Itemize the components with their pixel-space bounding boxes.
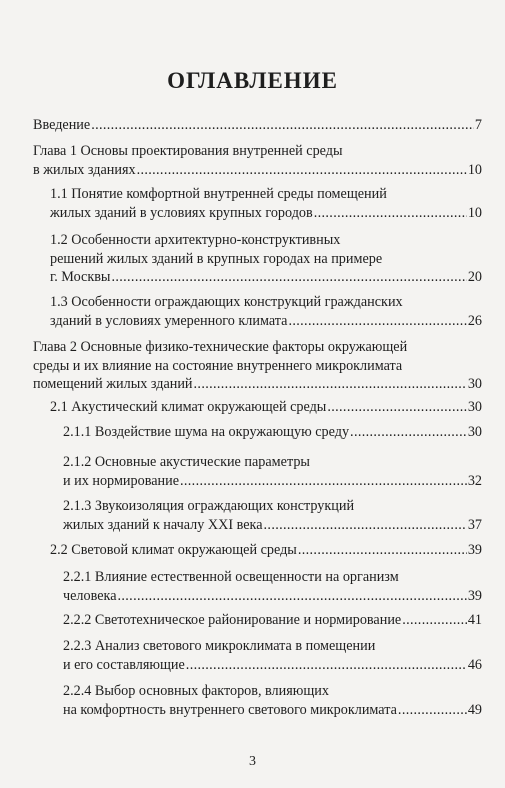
toc-entry-page: 30 xyxy=(467,399,482,415)
toc-entry-text: в жилых зданиях xyxy=(33,161,136,178)
toc-entry xyxy=(50,185,482,222)
toc-entry xyxy=(50,293,482,330)
toc-entry xyxy=(63,682,482,719)
toc-entry-text: 2.2.3 Анализ светового микроклимата в помещении xyxy=(63,638,376,654)
toc-entry-page: 39 xyxy=(467,587,482,604)
toc-entry-text: 1.2 Особенности архитектурно-конструктивных xyxy=(50,232,341,248)
toc-entry-page: 49 xyxy=(467,701,482,718)
toc-entry-text: на комфортность внутреннего светового микроклимата xyxy=(63,701,397,718)
toc-title: ОГЛАВЛЕНИЕ xyxy=(167,68,338,93)
toc-entry-text: 2.2.1 Влияние естественной освещенности на организм xyxy=(63,569,399,585)
toc-entry-text: г. Москвы xyxy=(50,269,111,285)
dot-leader xyxy=(264,516,467,535)
dot-leader xyxy=(194,375,467,394)
toc-entry-text: 2.1.3 Звукоизоляция ограждающих конструкций xyxy=(63,498,355,514)
dot-leader xyxy=(180,472,467,491)
dot-leader xyxy=(314,204,467,223)
toc-entry-text: Глава 1 Основы проектирования внутренней среды xyxy=(33,143,343,159)
toc-entry-text: Введение xyxy=(33,117,91,133)
toc-entry-text: Глава 2 Основные физико-технические факторы окружающей xyxy=(33,339,408,355)
toc-entry-text: и его составляющие xyxy=(63,656,185,673)
page-number: 3 xyxy=(249,754,256,769)
dot-leader xyxy=(186,656,467,675)
toc-entry xyxy=(50,541,482,560)
toc-entry-page: 30 xyxy=(467,424,482,440)
toc-entry xyxy=(33,338,482,394)
toc-entry-text: 1.3 Особенности ограждающих конструкций гражданских xyxy=(50,294,403,310)
toc-entry-text: 2.1.1 Воздействие шума на окружающую среду xyxy=(63,424,350,440)
dot-leader xyxy=(398,701,467,720)
toc-entry-page: 32 xyxy=(467,472,482,489)
toc-entry xyxy=(33,142,482,179)
toc-entry-text: 2.2 Световой климат окружающей среды xyxy=(50,542,297,558)
toc-entry xyxy=(63,637,482,674)
toc-entry-text: помещений жилых зданий xyxy=(33,376,193,392)
dot-leader xyxy=(288,312,466,331)
dot-leader xyxy=(137,161,467,180)
toc-entry-text: 2.1 Акустический климат окружающей среды xyxy=(50,399,327,415)
dot-leader xyxy=(298,541,467,560)
toc-entry-text: человека xyxy=(63,587,117,604)
dot-leader xyxy=(327,398,466,417)
toc-entry-page: 26 xyxy=(467,312,482,329)
dot-leader xyxy=(118,587,467,606)
toc-entry xyxy=(63,611,482,630)
toc-entry xyxy=(33,116,482,135)
toc-entry-page: 7 xyxy=(474,117,482,133)
toc-entry xyxy=(63,453,482,490)
dot-leader xyxy=(350,423,467,442)
dot-leader xyxy=(91,116,474,135)
dot-leader xyxy=(402,611,467,630)
toc-entry-page: 41 xyxy=(467,612,482,628)
toc-entry-text: решений жилых зданий в крупных городах на примере xyxy=(50,250,383,267)
toc-entry xyxy=(63,497,482,534)
toc-entry-text: 1.1 Понятие комфортной внутренней среды помещений xyxy=(50,186,387,202)
toc-entry-page: 46 xyxy=(467,656,482,673)
dot-leader xyxy=(111,268,466,287)
toc-entry-page: 39 xyxy=(467,542,482,558)
toc-entry xyxy=(63,423,482,442)
toc-entry-page: 37 xyxy=(467,516,482,533)
toc-entry-text: 2.2.4 Выбор основных факторов, влияющих xyxy=(63,683,329,699)
toc-entry xyxy=(50,398,482,417)
toc-entry-page: 10 xyxy=(467,161,482,178)
toc-entry-text: и их нормирование xyxy=(63,472,179,489)
toc-entry-page: 20 xyxy=(467,269,482,285)
toc-entry xyxy=(63,568,482,605)
toc-entry-page: 10 xyxy=(467,204,482,221)
toc-entry-text: зданий в условиях умеренного климата xyxy=(50,312,288,329)
toc-entry-text: жилых зданий к началу XXI века xyxy=(63,516,263,533)
toc-entry-text: 2.1.2 Основные акустические параметры xyxy=(63,454,310,470)
toc-entry-text: жилых зданий в условиях крупных городов xyxy=(50,204,313,221)
toc-entry-page: 30 xyxy=(467,376,482,392)
toc-entry-text: 2.2.2 Светотехническое районирование и нормирование xyxy=(63,612,402,628)
toc-entry xyxy=(50,231,482,287)
toc-entry-text: среды и их влияние на состояние внутреннего микроклимата xyxy=(33,357,403,374)
